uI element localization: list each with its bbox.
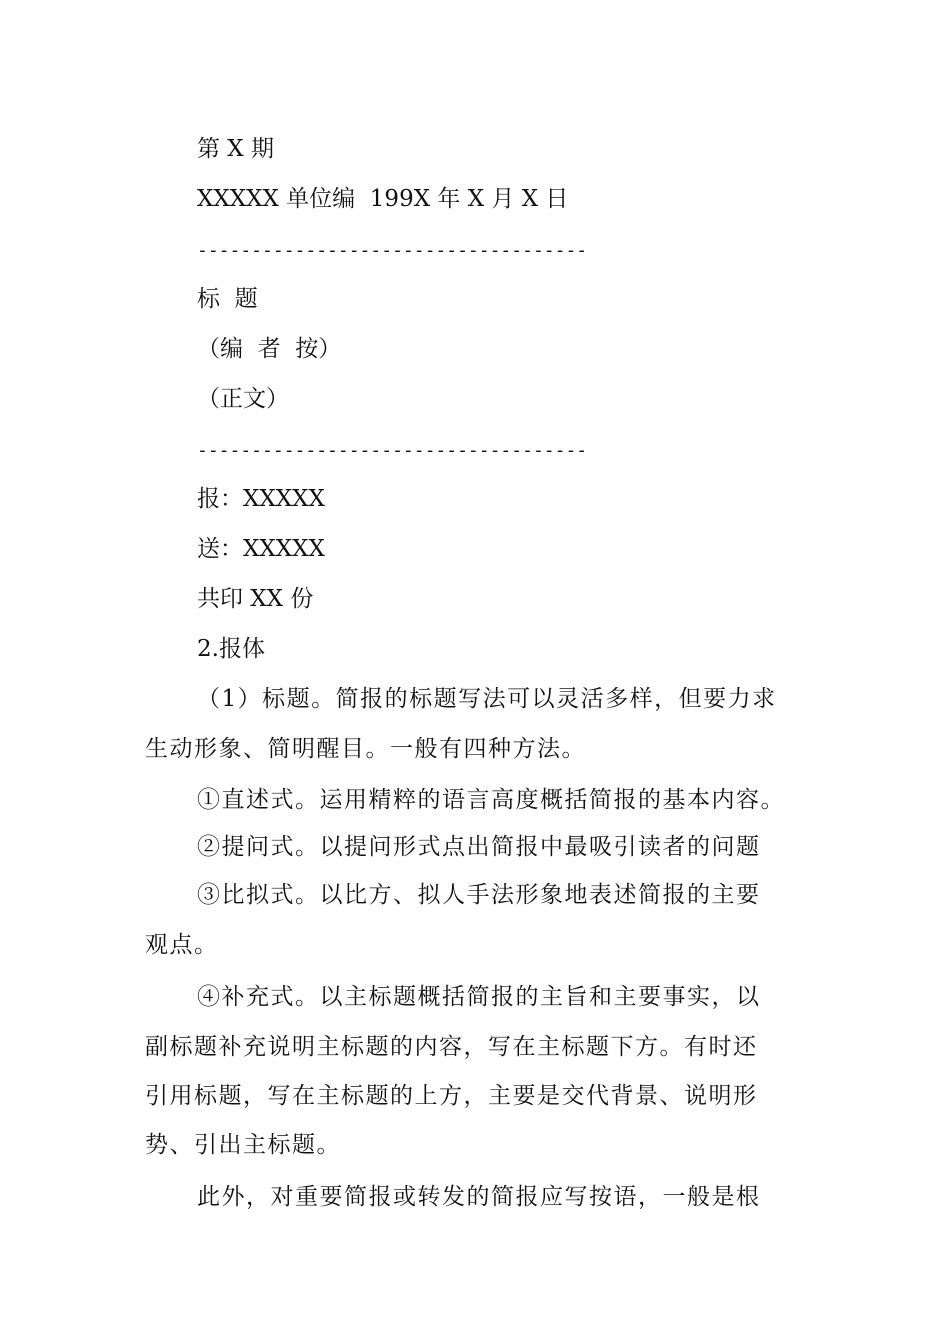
- paragraph-line: 副标题补充说明主标题的内容，写在主标题下方。有时还: [145, 1034, 758, 1060]
- paragraph-line: 观点。: [145, 932, 219, 958]
- brief-title: 标 题: [197, 286, 258, 312]
- paragraph-line: 此外，对重要简报或转发的简报应写按语，一般是根: [197, 1184, 761, 1210]
- copies-count: 共印 XX 份: [197, 586, 314, 612]
- unit-and-date: XXXXX 单位编 199X 年 X 月 X 日: [197, 186, 569, 212]
- paragraph-line: ③比拟式。以比方、拟人手法形象地表述简报的主要: [197, 882, 761, 908]
- paragraph-line: ④补充式。以主标题概括简报的主旨和主要事实，以: [197, 984, 761, 1010]
- issue-number: 第 X 期: [197, 136, 274, 162]
- send-to: 送：XXXXX: [197, 536, 325, 562]
- paragraph-line: ②提问式。以提问形式点出简报中最吸引读者的问题: [197, 834, 761, 860]
- paragraph-line: ①直述式。运用精粹的语言高度概括简报的基本内容。: [197, 787, 785, 813]
- section-heading: 2.报体: [197, 636, 265, 662]
- report-to: 报：XXXXX: [197, 486, 325, 512]
- paragraph-line: （1）标题。简报的标题写法可以灵活多样，但要力求: [197, 686, 777, 712]
- separator-bottom: ------------------------------------: [197, 440, 588, 461]
- paragraph-line: 生动形象、简明醒目。一般有四种方法。: [145, 736, 586, 762]
- body-placeholder: （正文）: [197, 386, 289, 412]
- paragraph-line: 势、引出主标题。: [145, 1132, 341, 1158]
- editor-note: （编 者 按）: [197, 336, 342, 362]
- paragraph-line: 引用标题，写在主标题的上方，主要是交代背景、说明形: [145, 1083, 758, 1109]
- separator-top: ------------------------------------: [197, 240, 588, 261]
